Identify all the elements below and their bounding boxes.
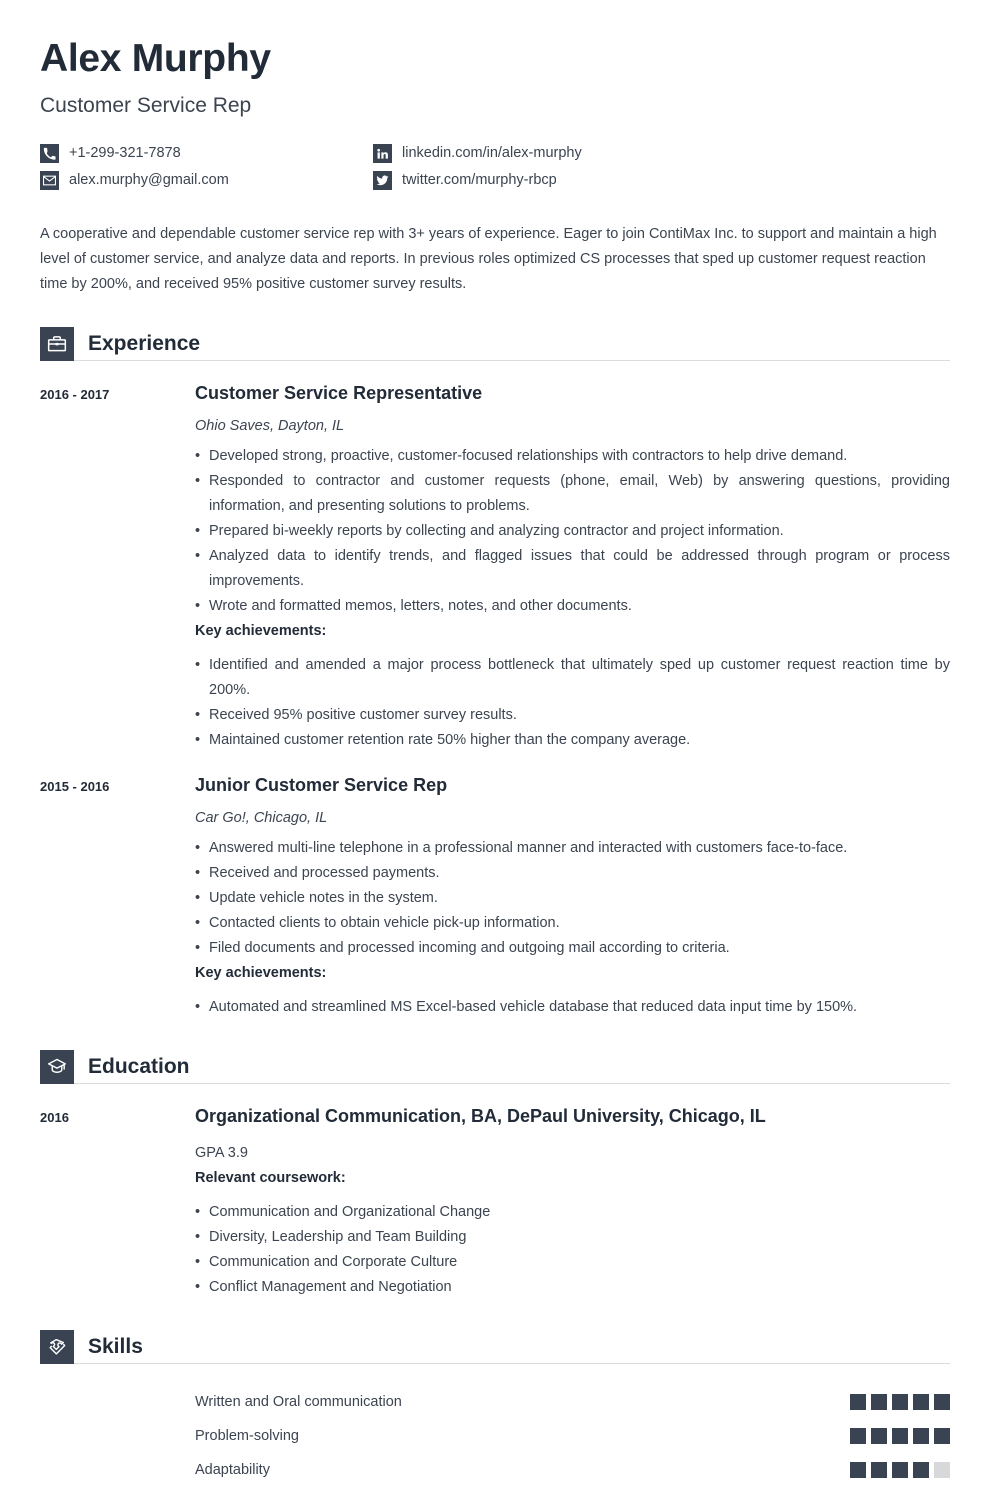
list-item: • Automated and streamlined MS Excel-based vehicle database that reduced data input time by 150%.	[195, 995, 950, 1020]
list-item: • Prepared bi-weekly reports by collecting and analyzing contractor and project information.	[195, 519, 950, 544]
skill-level-dot	[892, 1394, 908, 1410]
experience-date: 2015 - 2016	[40, 779, 110, 795]
skill-level-dot	[934, 1428, 950, 1444]
skill-level-dot	[871, 1462, 887, 1478]
skill-level-dot	[850, 1462, 866, 1478]
list-item: • Filed documents and processed incoming and outgoing mail according to criteria.	[195, 936, 950, 961]
professional-summary: A cooperative and dependable customer service rep with 3+ years of experience. Eager to join ContiMax Inc. to support and maintain a high level of customer service, and analyze data and reports. In previous roles optimized CS processes that sped up customer request reaction time by 200%, and received 95% positive customer survey results.	[40, 226, 937, 293]
experience-job-title: Customer Service Representative	[195, 383, 483, 404]
twitter-icon	[373, 171, 392, 190]
skill-row	[40, 1453, 950, 1487]
candidate-job-title: Customer Service Rep	[40, 93, 252, 117]
section-header-skills	[40, 1330, 950, 1364]
contact-phone[interactable]	[40, 144, 373, 163]
contact-twitter-text: twitter.com/murphy-rbcp	[402, 172, 557, 189]
phone-icon	[40, 144, 59, 163]
graduation-cap-icon	[40, 1050, 74, 1084]
experience-company: Ohio Saves, Dayton, IL	[195, 417, 345, 434]
list-item: • Maintained customer retention rate 50% higher than the company average.	[195, 728, 950, 753]
skill-row	[40, 1385, 950, 1419]
experience-company: Car Go!, Chicago, IL	[195, 809, 328, 826]
skill-level-meter	[850, 1462, 950, 1478]
list-item: • Wrote and formatted memos, letters, notes, and other documents.	[195, 594, 950, 619]
list-item: • Communication and Organizational Change	[195, 1200, 950, 1225]
skill-level-dot	[850, 1394, 866, 1410]
section-header-education	[40, 1050, 950, 1084]
contact-list	[40, 144, 950, 190]
section-title-skills: Skills	[88, 1334, 143, 1358]
list-item: • Diversity, Leadership and Team Building	[195, 1225, 950, 1250]
skill-name: Problem-solving	[195, 1427, 299, 1444]
list-item: • Received 95% positive customer survey results.	[195, 703, 950, 728]
experience-date: 2016 - 2017	[40, 387, 110, 403]
section-rule	[74, 360, 950, 361]
contact-twitter[interactable]	[373, 171, 950, 190]
list-item: • Conflict Management and Negotiation	[195, 1275, 950, 1300]
education-degree: Organizational Communication, BA, DePaul University, Chicago, IL	[195, 1106, 766, 1127]
key-achievements-label: Key achievements:	[195, 965, 327, 982]
experience-entry	[40, 775, 950, 1020]
list-item: • Contacted clients to obtain vehicle pick-up information.	[195, 911, 950, 936]
section-rule	[74, 1363, 950, 1364]
section-rule	[74, 1083, 950, 1084]
experience-achievements	[195, 995, 950, 1020]
skill-level-dot	[934, 1462, 950, 1478]
list-item: • Update vehicle notes in the system.	[195, 886, 950, 911]
skill-level-dot	[892, 1462, 908, 1478]
skill-level-dot	[871, 1428, 887, 1444]
contact-phone-text: +1-299-321-7878	[69, 145, 181, 162]
section-title-experience: Experience	[88, 332, 201, 356]
list-item: • Analyzed data to identify trends, and flagged issues that could be addressed through program or process improvements.	[195, 544, 950, 594]
list-item: • Communication and Corporate Culture	[195, 1250, 950, 1275]
contact-email-text: alex.murphy@gmail.com	[69, 172, 229, 189]
skill-name: Adaptability	[195, 1461, 270, 1478]
experience-job-title: Junior Customer Service Rep	[195, 775, 448, 796]
briefcase-icon	[40, 327, 74, 361]
skill-level-meter	[850, 1394, 950, 1410]
skill-level-dot	[913, 1462, 929, 1478]
puzzle-piece-icon	[40, 1330, 74, 1364]
skill-level-dot	[913, 1428, 929, 1444]
section-header-experience	[40, 327, 950, 361]
email-icon	[40, 171, 59, 190]
education-gpa: GPA 3.9	[195, 1144, 248, 1161]
key-achievements-label: Key achievements:	[195, 623, 327, 640]
skill-row	[40, 1419, 950, 1453]
skill-level-dot	[871, 1394, 887, 1410]
list-item: • Developed strong, proactive, customer-focused relationships with contractors to help drive demand.	[195, 444, 950, 469]
list-item: • Answered multi-line telephone in a professional manner and interacted with customers face-to-face.	[195, 836, 950, 861]
skill-level-dot	[934, 1394, 950, 1410]
contact-linkedin-text: linkedin.com/in/alex-murphy	[402, 145, 582, 162]
contact-email[interactable]	[40, 171, 373, 190]
list-item: • Identified and amended a major process bottleneck that ultimately sped up customer request reaction time by 200%.	[195, 653, 950, 703]
contact-linkedin[interactable]	[373, 144, 950, 163]
linkedin-icon	[373, 144, 392, 163]
education-coursework	[195, 1200, 950, 1300]
section-title-education: Education	[88, 1055, 190, 1079]
candidate-name: Alex Murphy	[40, 37, 271, 80]
experience-duties	[195, 836, 950, 961]
list-item: • Responded to contractor and customer requests (phone, email, Web) by answering questions, providing information, and presenting solutions to problems.	[195, 469, 950, 519]
skill-level-dot	[892, 1428, 908, 1444]
coursework-label: Relevant coursework:	[195, 1169, 346, 1186]
experience-entry	[40, 383, 950, 753]
list-item: • Received and processed payments.	[195, 861, 950, 886]
skill-level-dot	[850, 1428, 866, 1444]
skill-level-dot	[913, 1394, 929, 1410]
experience-achievements	[195, 653, 950, 753]
education-date: 2016	[40, 1110, 69, 1126]
skill-level-meter	[850, 1428, 950, 1444]
skill-name: Written and Oral communication	[195, 1393, 402, 1410]
experience-duties	[195, 444, 950, 619]
education-entry	[40, 1106, 950, 1300]
